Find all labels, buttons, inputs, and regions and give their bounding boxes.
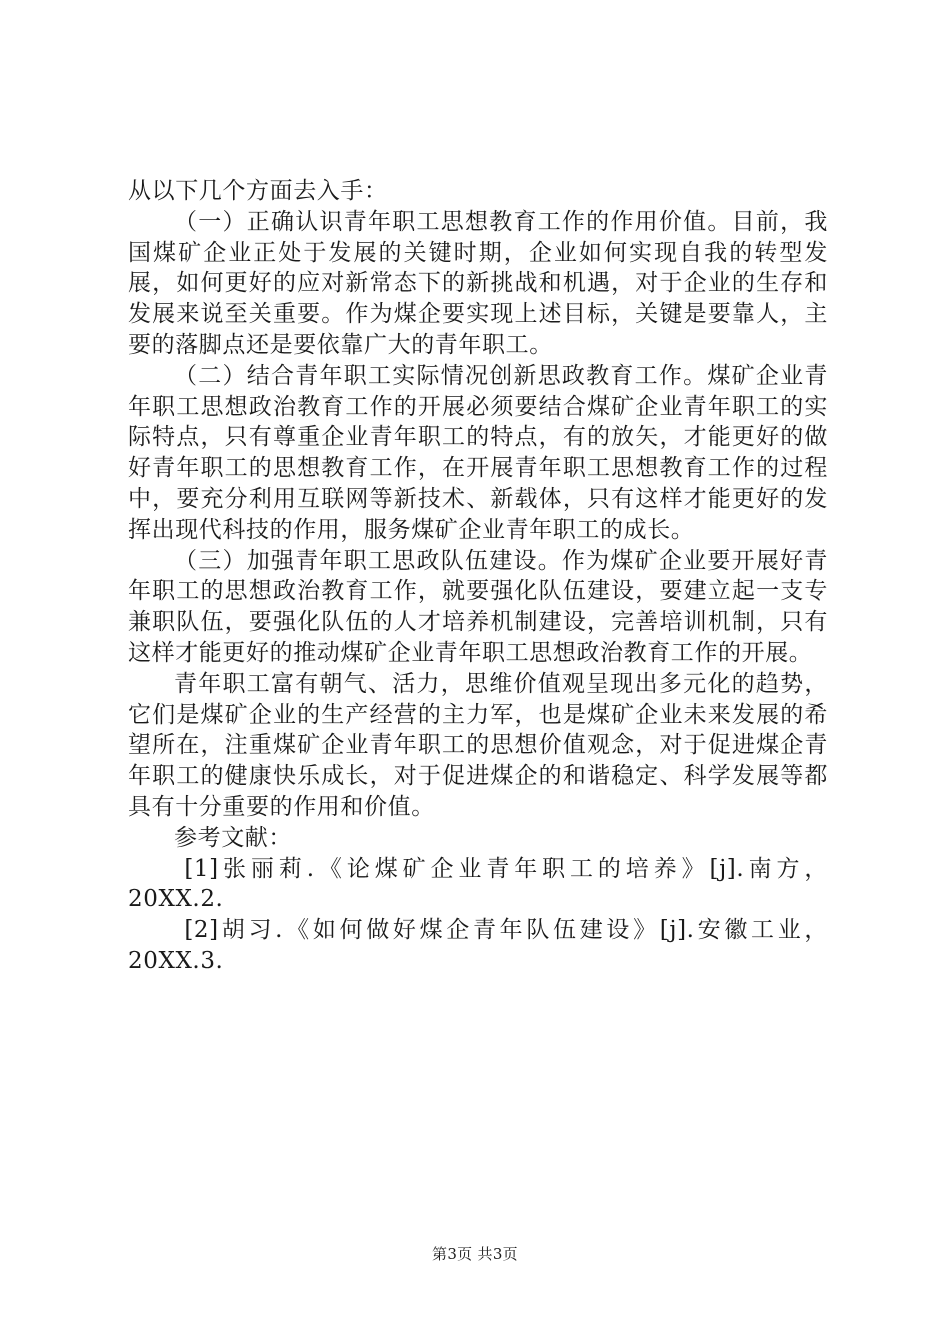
reference-item-2: [2]胡习.《如何做好煤企青年队伍建设》[j].安徽工业，20XX.3. [128,917,828,974]
references-heading: 参考文献： [174,824,292,851]
paragraph-point-3: （三）加强青年职工思政队伍建设。作为煤矿企业要开展好青年职工的思想政治教育工作，就要强化队伍建设，要建立起一支专兼职队伍，要强化队伍的人才培养机制建设，完善培训机制，只有这样才能更好的推动煤矿企业青年职工思想政治教育工作的开展。 [128,547,828,666]
paragraph-point-1: （一）正确认识青年职工思想教育工作的作用价值。目前，我国煤矿企业正处于发展的关键时期，企业如何实现自我的转型发展，如何更好的应对新常态下的新挑战和机遇，对于企业的生存和发展来说至关重要。作为煤企要实现上述目标，关键是要靠人，主要的落脚点还是要依靠广大的青年职工。 [128,208,828,358]
paragraph-conclusion: 青年职工富有朝气、活力，思维价值观呈现出多元化的趋势，它们是煤矿企业的生产经营的主力军，也是煤矿企业未来发展的希望所在，注重煤矿企业青年职工的思想价值观念，对于促进煤企青年职工的健康快乐成长，对于促进煤企的和谐稳定、科学发展等都具有十分重要的作用和价值。 [128,670,828,820]
paragraph-intro: 从以下几个方面去入手： [128,178,388,204]
reference-item-1: [1]张丽莉.《论煤矿企业青年职工的培养》[j].南方，20XX.2. [128,855,828,913]
document-body [128,176,828,977]
page-number-footer: 第3页 共3页 [432,1245,518,1263]
paragraph-point-2: （二）结合青年职工实际情况创新思政教育工作。煤矿企业青年职工思想政治教育工作的开展必须要结合煤矿企业青年职工的实际特点，只有尊重企业青年职工的特点，有的放矢，才能更好的做好青年职工的思想教育工作，在开展青年职工思想教育工作的过程中，要充分利用互联网等新技术、新载体，只有这样才能更好的发挥出现代科技的作用，服务煤矿企业青年职工的成长。 [128,362,828,543]
